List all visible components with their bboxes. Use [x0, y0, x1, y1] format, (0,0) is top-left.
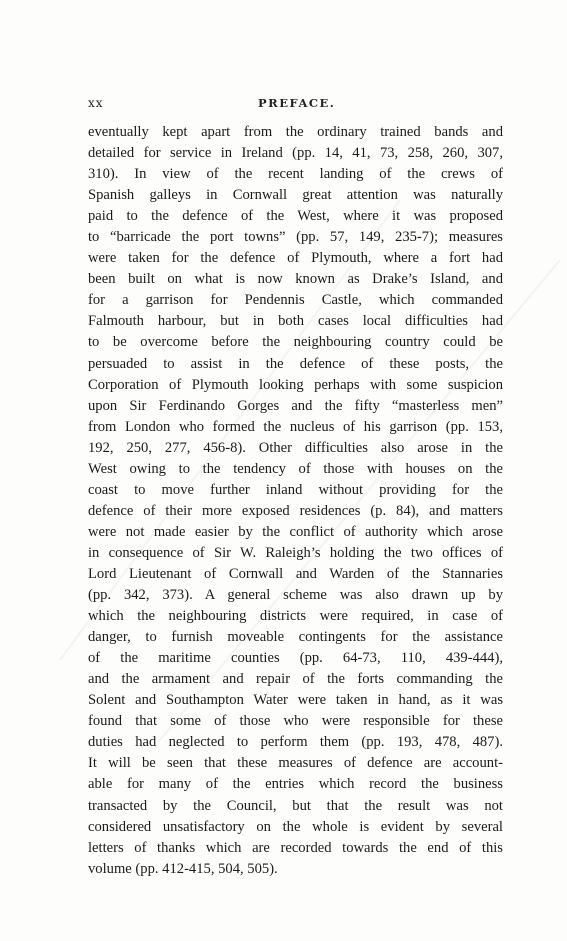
- text-line: danger, to furnish moveable contingents for the assistance: [88, 629, 503, 646]
- text-line: for a garrison for Pendennis Castle, which commanded: [88, 292, 503, 309]
- text-line: paid to the defence of the West, where it was proposed: [88, 208, 503, 225]
- text-line: were not made easier by the conflict of authority which arose: [88, 523, 503, 540]
- text-line: detailed for service in Ireland (pp. 14, 41, 73, 258, 260, 307,: [88, 145, 503, 162]
- text-line: in consequence of Sir W. Raleigh’s holding the two offices of: [88, 544, 503, 561]
- text-line: found that some of those who were responsible for these: [88, 713, 503, 730]
- text-line: 192, 250, 277, 456-8). Other difficulties also arose in the: [88, 439, 503, 456]
- running-head: [88, 96, 501, 114]
- text-line: Lord Lieutenant of Cornwall and Warden of the Stannaries: [88, 565, 503, 582]
- text-line: Corporation of Plymouth looking perhaps with some suspicion: [88, 376, 503, 393]
- text-line: transacted by the Council, but that the result was not: [88, 797, 503, 814]
- text-line: considered unsatisfactory on the whole is evident by several: [88, 818, 503, 835]
- text-line: West owing to the tendency of those with houses on the: [88, 460, 503, 477]
- text-line: Solent and Southampton Water were taken in hand, as it was: [88, 692, 503, 709]
- text-line: coast to move further inland without providing for the: [88, 481, 503, 498]
- text-line: volume (pp. 412-415, 504, 505).: [88, 860, 278, 877]
- text-line: of the maritime counties (pp. 64-73, 110, 439-444),: [88, 650, 503, 667]
- text-line: and the armament and repair of the forts commanding the: [88, 671, 503, 688]
- text-line: were taken for the defence of Plymouth, where a fort had: [88, 250, 503, 267]
- text-line: eventually kept apart from the ordinary trained bands and: [88, 124, 503, 140]
- text-line: letters of thanks which are recorded towards the end of this: [88, 839, 503, 856]
- text-line: Falmouth harbour, but in both cases local difficulties had: [88, 313, 503, 330]
- text-line: persuaded to assist in the defence of these posts, the: [88, 355, 503, 372]
- text-line: been built on what is now known as Drake’s Island, and: [88, 271, 503, 288]
- text-line: to be overcome before the neighbouring country could be: [88, 334, 503, 351]
- text-line: 310). In view of the recent landing of the crews of: [88, 166, 503, 183]
- preface-paragraph: [88, 122, 503, 880]
- text-line: to “barricade the port towns” (pp. 57, 149, 235-7); measures: [88, 229, 503, 246]
- text-line: It will be seen that these measures of defence are account-: [88, 755, 503, 772]
- text-line: able for many of the entries which record the business: [88, 776, 503, 793]
- text-line: which the neighbouring districts were required, in case of: [88, 608, 503, 625]
- text-line: defence of their more exposed residences (p. 84), and matters: [88, 502, 503, 519]
- text-line: duties had neglected to perform them (pp. 193, 478, 487).: [88, 734, 503, 751]
- text-line: Spanish galleys in Cornwall great attention was naturally: [88, 187, 503, 204]
- text-line: from London who formed the nucleus of his garrison (pp. 153,: [88, 418, 503, 435]
- running-title: PREFACE.: [258, 96, 336, 110]
- page-number: xx: [88, 96, 104, 110]
- text-line: upon Sir Ferdinando Gorges and the fifty “masterless men”: [88, 397, 503, 414]
- text-line: (pp. 342, 373). A general scheme was also drawn up by: [88, 587, 503, 604]
